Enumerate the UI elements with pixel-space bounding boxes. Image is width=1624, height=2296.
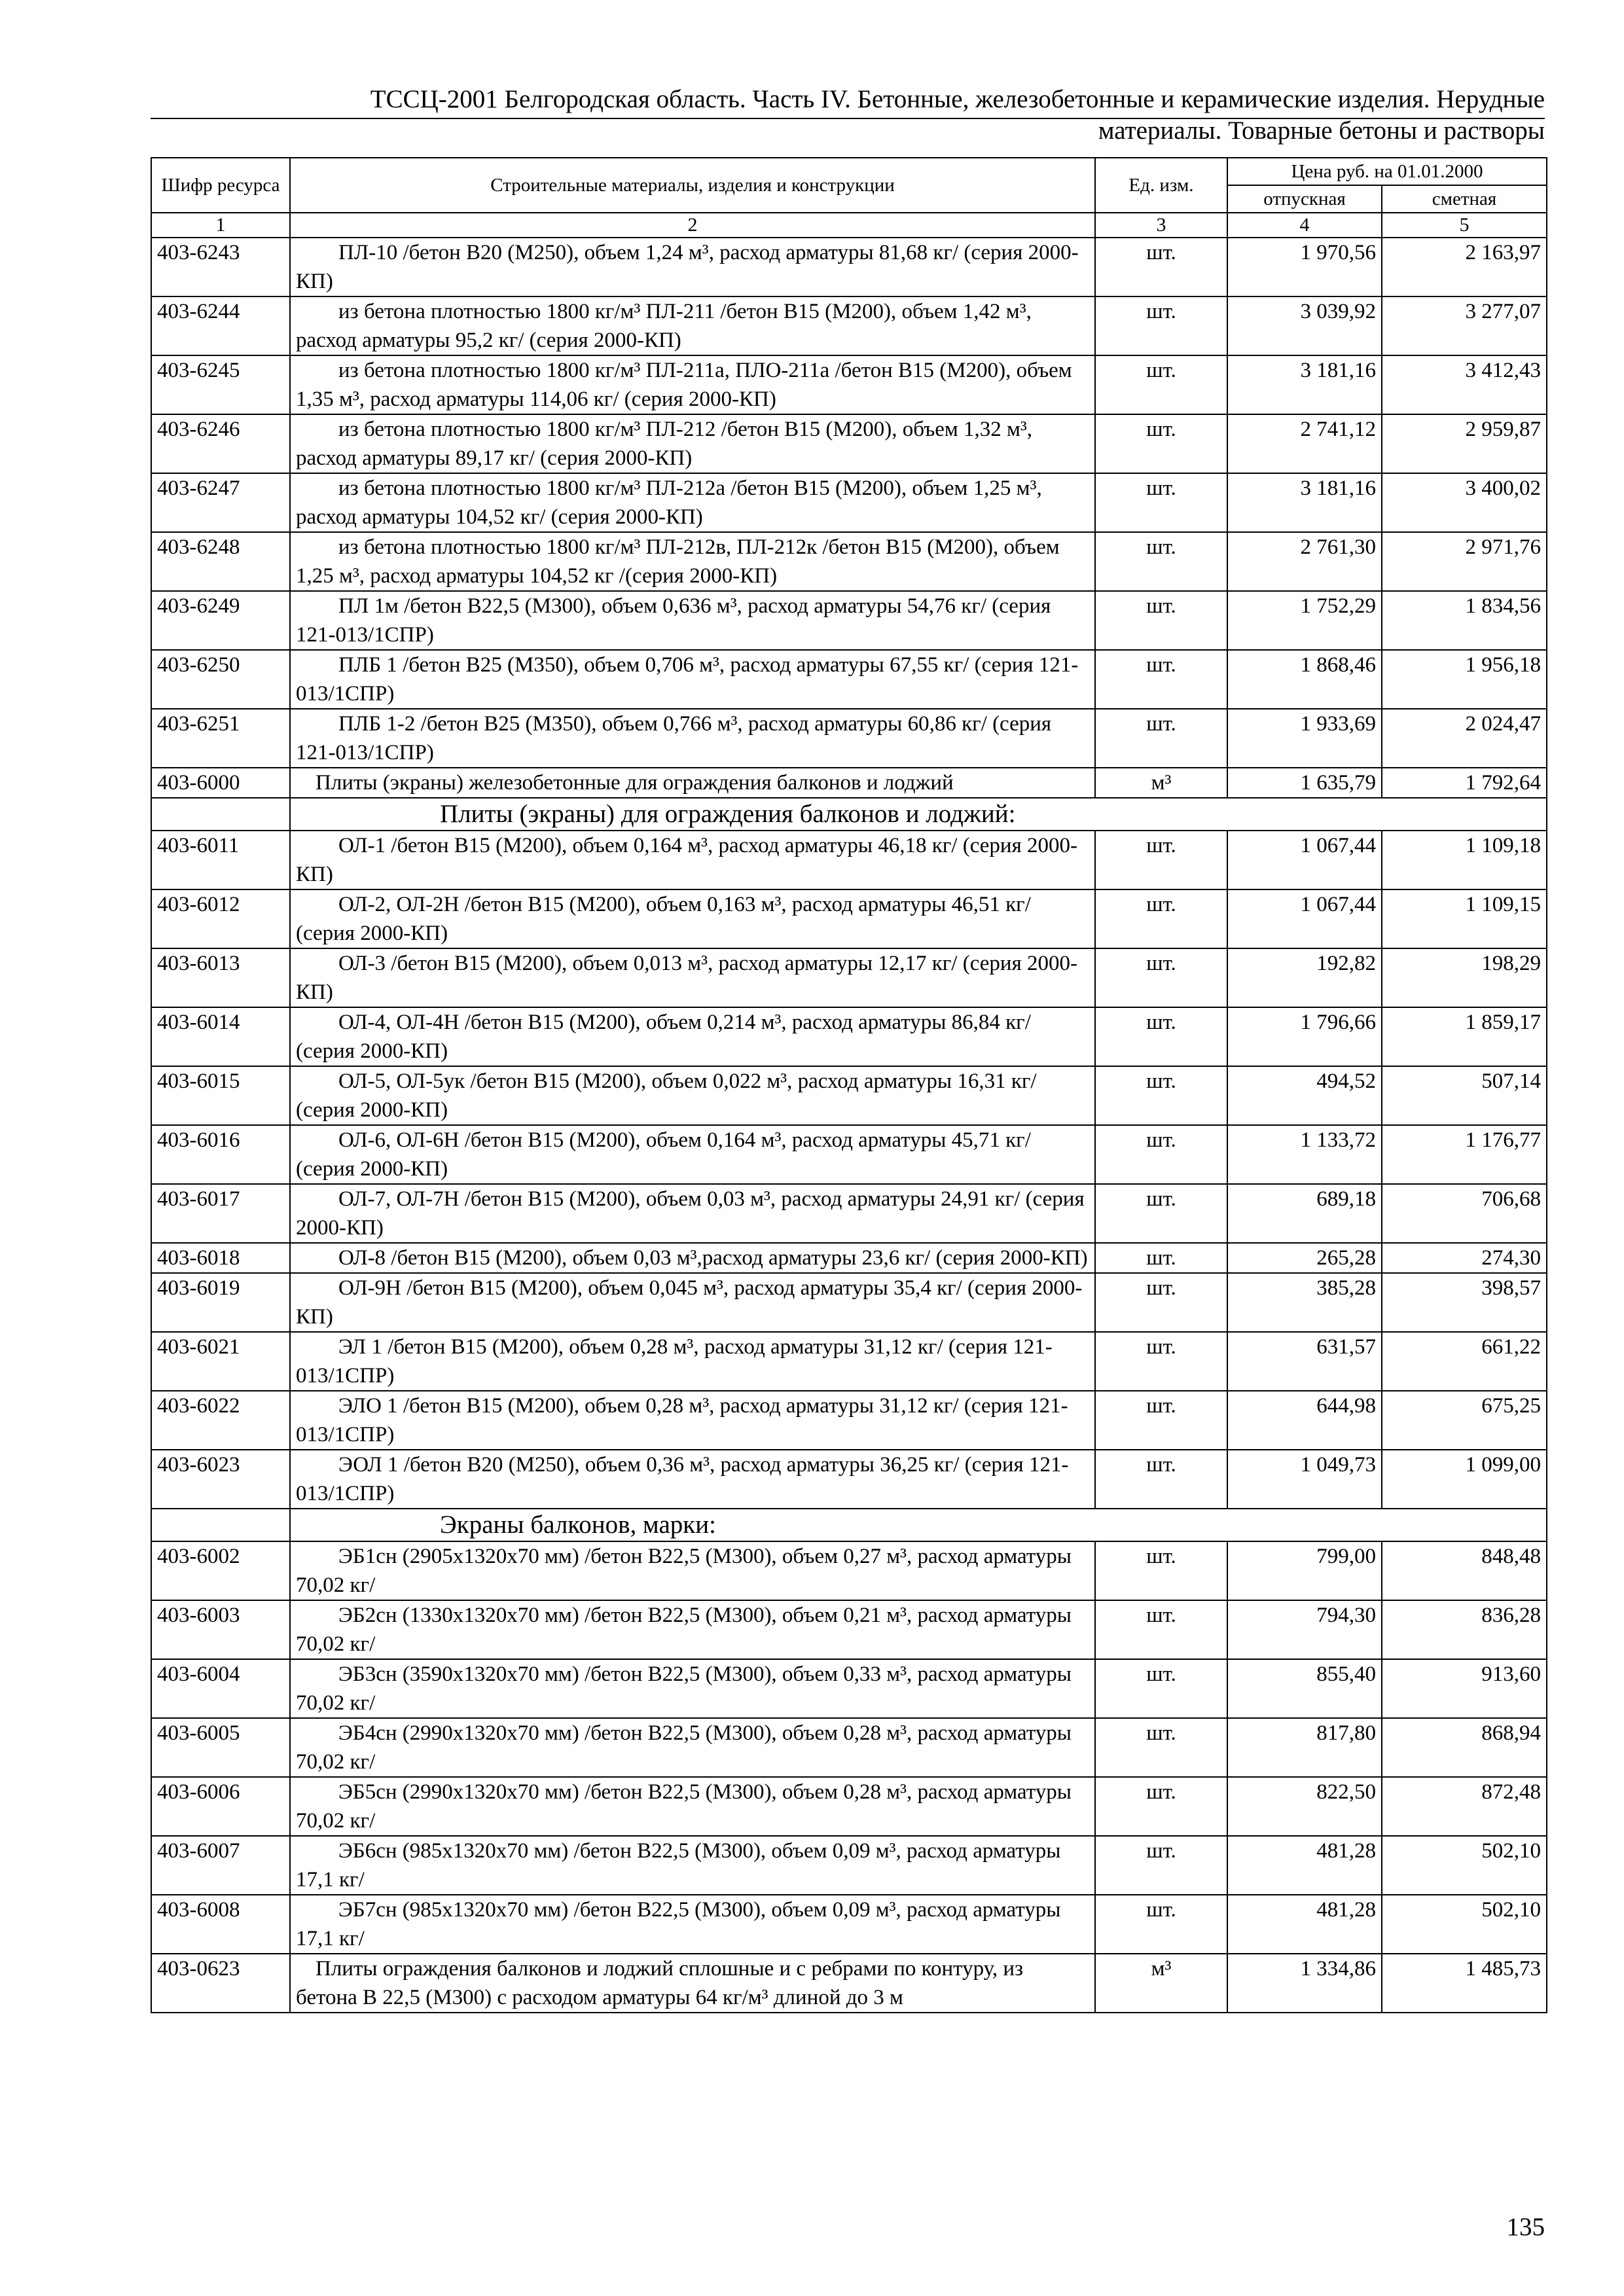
resource-description-text: ОЛ-2, ОЛ-2Н /бетон В15 (М200), объем 0,163 м³, расход арматуры 46,51 кг/ (серия 2000-КП) bbox=[296, 893, 1031, 945]
resource-description bbox=[290, 889, 1095, 948]
resource-description-text: из бетона плотностью 1800 кг/м³ ПЛ-212в, ПЛ-212к /бетон В15 (М200), объем 1,25 м³, расход арматуры 104,52 кг /(серия 2000-КП) bbox=[296, 535, 1060, 588]
estimate-price: 1 099,00 bbox=[1382, 1450, 1547, 1509]
release-price: 1 133,72 bbox=[1227, 1125, 1382, 1184]
release-price: 1 635,79 bbox=[1227, 768, 1382, 798]
table-row bbox=[151, 889, 1547, 948]
unit-of-measure: шт. bbox=[1095, 1836, 1227, 1895]
resource-description bbox=[290, 414, 1095, 473]
header-title-line1: ТССЦ-2001 Белгородская область. Часть IV. Бетонные, железобетонные и керамические изделия. Нерудные bbox=[370, 85, 1545, 113]
unit-of-measure: шт. bbox=[1095, 473, 1227, 532]
resource-code: 403-6013 bbox=[151, 948, 290, 1007]
resource-description bbox=[290, 1718, 1095, 1777]
resource-description-text: ЭБ7сн (985х1320х70 мм) /бетон В22,5 (М300), объем 0,09 м³, расход арматуры 17,1 кг/ bbox=[296, 1898, 1061, 1950]
release-price: 1 067,44 bbox=[1227, 889, 1382, 948]
column-number: 2 bbox=[290, 213, 1095, 238]
resource-description-text: ЭБ6сн (985х1320х70 мм) /бетон В22,5 (М300), объем 0,09 м³, расход арматуры 17,1 кг/ bbox=[296, 1839, 1061, 1892]
resource-code: 403-6021 bbox=[151, 1332, 290, 1391]
resource-code: 403-6247 bbox=[151, 473, 290, 532]
resource-description-text: из бетона плотностью 1800 кг/м³ ПЛ-212а /бетон В15 (М200), объем 1,25 м³, расход арматуры 104,52 кг/ (серия 2000-КП) bbox=[296, 476, 1042, 529]
table-row bbox=[151, 1450, 1547, 1509]
estimate-price: 913,60 bbox=[1382, 1659, 1547, 1718]
unit-of-measure: шт. bbox=[1095, 650, 1227, 709]
table-row bbox=[151, 831, 1547, 889]
estimate-price: 3 277,07 bbox=[1382, 296, 1547, 355]
table-row bbox=[151, 473, 1547, 532]
release-price: 2 741,12 bbox=[1227, 414, 1382, 473]
unit-of-measure: шт. bbox=[1095, 532, 1227, 591]
resource-code: 403-6002 bbox=[151, 1541, 290, 1600]
resource-description-text: ПЛБ 1-2 /бетон В25 (М350), объем 0,766 м³, расход арматуры 60,86 кг/ (серия 121-013/1СПР) bbox=[296, 712, 1052, 764]
unit-of-measure: шт. bbox=[1095, 831, 1227, 889]
release-price: 1 868,46 bbox=[1227, 650, 1382, 709]
estimate-price: 1 834,56 bbox=[1382, 591, 1547, 650]
table-row bbox=[151, 1391, 1547, 1450]
table-row bbox=[151, 1836, 1547, 1895]
resource-description bbox=[290, 1659, 1095, 1718]
release-price: 192,82 bbox=[1227, 948, 1382, 1007]
price-table bbox=[151, 157, 1547, 2013]
col-header-unit: Ед. изм. bbox=[1095, 158, 1227, 213]
estimate-price: 1 109,18 bbox=[1382, 831, 1547, 889]
table-row bbox=[151, 1125, 1547, 1184]
estimate-price: 872,48 bbox=[1382, 1777, 1547, 1836]
estimate-price: 2 959,87 bbox=[1382, 414, 1547, 473]
estimate-price: 198,29 bbox=[1382, 948, 1547, 1007]
resource-description-text: из бетона плотностью 1800 кг/м³ ПЛ-212 /бетон В15 (М200), объем 1,32 м³, расход арматуры 89,17 кг/ (серия 2000-КП) bbox=[296, 418, 1033, 470]
resource-description bbox=[290, 1125, 1095, 1184]
unit-of-measure: шт. bbox=[1095, 1600, 1227, 1659]
release-price: 822,50 bbox=[1227, 1777, 1382, 1836]
resource-code: 403-6022 bbox=[151, 1391, 290, 1450]
resource-description bbox=[290, 1777, 1095, 1836]
table-row bbox=[151, 768, 1547, 798]
release-price: 794,30 bbox=[1227, 1600, 1382, 1659]
release-price: 644,98 bbox=[1227, 1391, 1382, 1450]
col-header-name: Строительные материалы, изделия и конструкции bbox=[290, 158, 1095, 213]
unit-of-measure: шт. bbox=[1095, 1273, 1227, 1332]
resource-description-text: из бетона плотностью 1800 кг/м³ ПЛ-211 /бетон В15 (М200), объем 1,42 м³, расход арматуры 95,2 кг/ (серия 2000-КП) bbox=[296, 300, 1032, 352]
estimate-price: 2 163,97 bbox=[1382, 238, 1547, 296]
estimate-price: 848,48 bbox=[1382, 1541, 1547, 1600]
resource-code: 403-6243 bbox=[151, 238, 290, 296]
table-row bbox=[151, 1007, 1547, 1066]
table-header-row bbox=[151, 158, 1547, 185]
resource-description bbox=[290, 591, 1095, 650]
estimate-price: 706,68 bbox=[1382, 1184, 1547, 1243]
column-number-row bbox=[151, 213, 1547, 238]
unit-of-measure: шт. bbox=[1095, 1243, 1227, 1273]
estimate-price: 274,30 bbox=[1382, 1243, 1547, 1273]
resource-description-text: ОЛ-6, ОЛ-6Н /бетон В15 (М200), объем 0,164 м³, расход арматуры 45,71 кг/ (серия 2000-КП) bbox=[296, 1128, 1031, 1181]
resource-code: 403-6249 bbox=[151, 591, 290, 650]
table-row bbox=[151, 1066, 1547, 1125]
resource-description-text: ЭБ2сн (1330х1320х70 мм) /бетон В22,5 (М300), объем 0,21 м³, расход арматуры 70,02 кг/ bbox=[296, 1604, 1072, 1656]
unit-of-measure: шт. bbox=[1095, 1184, 1227, 1243]
resource-description-text: ОЛ-4, ОЛ-4Н /бетон В15 (М200), объем 0,214 м³, расход арматуры 86,84 кг/ (серия 2000-КП) bbox=[296, 1011, 1031, 1063]
estimate-price: 1 792,64 bbox=[1382, 768, 1547, 798]
section-row bbox=[151, 798, 1547, 831]
resource-description-text: ПЛ-10 /бетон В20 (М250), объем 1,24 м³, расход арматуры 81,68 кг/ (серия 2000-КП) bbox=[296, 241, 1079, 293]
resource-description bbox=[290, 1243, 1095, 1273]
estimate-price: 3 412,43 bbox=[1382, 355, 1547, 414]
estimate-price: 1 859,17 bbox=[1382, 1007, 1547, 1066]
resource-code: 403-6019 bbox=[151, 1273, 290, 1332]
unit-of-measure: шт. bbox=[1095, 414, 1227, 473]
table-row bbox=[151, 414, 1547, 473]
resource-description-text: ЭБ1сн (2905х1320х70 мм) /бетон В22,5 (М300), объем 0,27 м³, расход арматуры 70,02 кг/ bbox=[296, 1545, 1072, 1597]
release-price: 3 181,16 bbox=[1227, 355, 1382, 414]
release-price: 1 970,56 bbox=[1227, 238, 1382, 296]
table-row bbox=[151, 1777, 1547, 1836]
unit-of-measure: шт. bbox=[1095, 1125, 1227, 1184]
release-price: 817,80 bbox=[1227, 1718, 1382, 1777]
table-row bbox=[151, 1895, 1547, 1954]
table-row bbox=[151, 238, 1547, 296]
release-price: 1 334,86 bbox=[1227, 1954, 1382, 2013]
unit-of-measure: шт. bbox=[1095, 1332, 1227, 1391]
table-row bbox=[151, 1659, 1547, 1718]
resource-code: 403-6246 bbox=[151, 414, 290, 473]
unit-of-measure: шт. bbox=[1095, 1541, 1227, 1600]
unit-of-measure: м³ bbox=[1095, 768, 1227, 798]
resource-description bbox=[290, 1007, 1095, 1066]
table-row bbox=[151, 532, 1547, 591]
unit-of-measure: шт. bbox=[1095, 709, 1227, 768]
resource-description bbox=[290, 1391, 1095, 1450]
resource-description-text: ОЛ-7, ОЛ-7Н /бетон В15 (М200), объем 0,03 м³, расход арматуры 24,91 кг/ (серия 2000-КП) bbox=[296, 1187, 1085, 1240]
table-row bbox=[151, 1600, 1547, 1659]
resource-description-text: ОЛ-1 /бетон В15 (М200), объем 0,164 м³, расход арматуры 46,18 кг/ (серия 2000-КП) bbox=[296, 834, 1077, 886]
resource-code: 403-6248 bbox=[151, 532, 290, 591]
unit-of-measure: шт. bbox=[1095, 1659, 1227, 1718]
section-row bbox=[151, 1509, 1547, 1541]
release-price: 1 752,29 bbox=[1227, 591, 1382, 650]
resource-code: 403-0623 bbox=[151, 1954, 290, 2013]
release-price: 481,28 bbox=[1227, 1895, 1382, 1954]
resource-code: 403-6000 bbox=[151, 768, 290, 798]
resource-description-text: ОЛ-3 /бетон В15 (М200), объем 0,013 м³, расход арматуры 12,17 кг/ (серия 2000-КП) bbox=[296, 952, 1077, 1004]
resource-code: 403-6251 bbox=[151, 709, 290, 768]
release-price: 3 039,92 bbox=[1227, 296, 1382, 355]
resource-code: 403-6005 bbox=[151, 1718, 290, 1777]
table-row bbox=[151, 709, 1547, 768]
resource-description bbox=[290, 532, 1095, 591]
estimate-price: 2 024,47 bbox=[1382, 709, 1547, 768]
estimate-price: 398,57 bbox=[1382, 1273, 1547, 1332]
estimate-price: 502,10 bbox=[1382, 1895, 1547, 1954]
resource-description bbox=[290, 709, 1095, 768]
release-price: 1 067,44 bbox=[1227, 831, 1382, 889]
col-header-price-release: отпускная bbox=[1227, 185, 1382, 213]
table-row bbox=[151, 355, 1547, 414]
resource-description-text: ОЛ-5, ОЛ-5ук /бетон В15 (М200), объем 0,022 м³, расход арматуры 16,31 кг/ (серия 2000-КП) bbox=[296, 1069, 1037, 1122]
resource-code: 403-6244 bbox=[151, 296, 290, 355]
estimate-price: 836,28 bbox=[1382, 1600, 1547, 1659]
resource-code: 403-6015 bbox=[151, 1066, 290, 1125]
release-price: 855,40 bbox=[1227, 1659, 1382, 1718]
page-header bbox=[151, 84, 1545, 147]
resource-code: 403-6014 bbox=[151, 1007, 290, 1066]
release-price: 481,28 bbox=[1227, 1836, 1382, 1895]
release-price: 1 933,69 bbox=[1227, 709, 1382, 768]
section-heading: Плиты (экраны) для ограждения балконов и лоджий: bbox=[290, 798, 1547, 831]
unit-of-measure: шт. bbox=[1095, 1007, 1227, 1066]
table-row bbox=[151, 650, 1547, 709]
resource-description bbox=[290, 1895, 1095, 1954]
resource-description bbox=[290, 296, 1095, 355]
col-header-code: Шифр ресурса bbox=[151, 158, 290, 213]
table-row bbox=[151, 1718, 1547, 1777]
release-price: 494,52 bbox=[1227, 1066, 1382, 1125]
resource-description bbox=[290, 1836, 1095, 1895]
estimate-price: 502,10 bbox=[1382, 1836, 1547, 1895]
resource-description-text: ЭБ4сн (2990х1320х70 мм) /бетон В22,5 (М300), объем 0,28 м³, расход арматуры 70,02 кг/ bbox=[296, 1721, 1072, 1774]
table-row bbox=[151, 591, 1547, 650]
resource-code: 403-6007 bbox=[151, 1836, 290, 1895]
resource-description bbox=[290, 473, 1095, 532]
resource-description bbox=[290, 1541, 1095, 1600]
estimate-price: 868,94 bbox=[1382, 1718, 1547, 1777]
table-row bbox=[151, 296, 1547, 355]
unit-of-measure: шт. bbox=[1095, 948, 1227, 1007]
column-number: 5 bbox=[1382, 213, 1547, 238]
unit-of-measure: шт. bbox=[1095, 1066, 1227, 1125]
resource-description-text: Плиты ограждения балконов и лоджий сплошные и с ребрами по контуру, из бетона В 22,5 (М300) с расходом арматуры 64 кг/м³ длиной до 3 м bbox=[296, 1957, 1024, 2009]
col-header-price-estimate: сметная bbox=[1382, 185, 1547, 213]
resource-description bbox=[290, 1600, 1095, 1659]
table-row bbox=[151, 1541, 1547, 1600]
resource-description-text: ЭОЛ 1 /бетон В20 (М250), объем 0,36 м³, расход арматуры 36,25 кг/ (серия 121-013/1СПР) bbox=[296, 1453, 1069, 1505]
resource-description bbox=[290, 768, 1095, 798]
release-price: 689,18 bbox=[1227, 1184, 1382, 1243]
resource-code: 403-6004 bbox=[151, 1659, 290, 1718]
unit-of-measure: шт. bbox=[1095, 1895, 1227, 1954]
release-price: 1 796,66 bbox=[1227, 1007, 1382, 1066]
resource-description bbox=[290, 831, 1095, 889]
resource-description-text: ЭЛ 1 /бетон В15 (М200), объем 0,28 м³, расход арматуры 31,12 кг/ (серия 121-013/1СПР) bbox=[296, 1335, 1053, 1388]
unit-of-measure: шт. bbox=[1095, 889, 1227, 948]
header-rule bbox=[151, 118, 1545, 119]
column-number: 3 bbox=[1095, 213, 1227, 238]
column-number: 1 bbox=[151, 213, 290, 238]
unit-of-measure: шт. bbox=[1095, 296, 1227, 355]
unit-of-measure: шт. bbox=[1095, 1718, 1227, 1777]
resource-description-text: ПЛБ 1 /бетон В25 (М350), объем 0,706 м³, расход арматуры 67,55 кг/ (серия 121-013/1СПР) bbox=[296, 653, 1079, 706]
resource-description bbox=[290, 1332, 1095, 1391]
resource-description-text: Плиты (экраны) железобетонные для ограждения балконов и лоджий bbox=[316, 771, 954, 795]
resource-code: 403-6018 bbox=[151, 1243, 290, 1273]
resource-code: 403-6008 bbox=[151, 1895, 290, 1954]
release-price: 799,00 bbox=[1227, 1541, 1382, 1600]
table-row bbox=[151, 1332, 1547, 1391]
page-number: 135 bbox=[1506, 2213, 1545, 2241]
resource-code: 403-6016 bbox=[151, 1125, 290, 1184]
resource-description-text: ОЛ-8 /бетон В15 (М200), объем 0,03 м³,расход арматуры 23,6 кг/ (серия 2000-КП) bbox=[338, 1246, 1088, 1270]
release-price: 3 181,16 bbox=[1227, 473, 1382, 532]
unit-of-measure: шт. bbox=[1095, 591, 1227, 650]
resource-code: 403-6250 bbox=[151, 650, 290, 709]
release-price: 385,28 bbox=[1227, 1273, 1382, 1332]
resource-code: 403-6012 bbox=[151, 889, 290, 948]
estimate-price: 2 971,76 bbox=[1382, 532, 1547, 591]
estimate-price: 1 485,73 bbox=[1382, 1954, 1547, 2013]
resource-description-text: ОЛ-9Н /бетон В15 (М200), объем 0,045 м³, расход арматуры 35,4 кг/ (серия 2000-КП) bbox=[296, 1276, 1083, 1329]
unit-of-measure: шт. bbox=[1095, 238, 1227, 296]
table-row bbox=[151, 1184, 1547, 1243]
table-row bbox=[151, 1954, 1547, 2013]
resource-code: 403-6023 bbox=[151, 1450, 290, 1509]
resource-code: 403-6011 bbox=[151, 831, 290, 889]
column-number: 4 bbox=[1227, 213, 1382, 238]
estimate-price: 1 176,77 bbox=[1382, 1125, 1547, 1184]
resource-description-text: ЭБ5сн (2990х1320х70 мм) /бетон В22,5 (М300), объем 0,28 м³, расход арматуры 70,02 кг/ bbox=[296, 1780, 1072, 1833]
resource-description bbox=[290, 1954, 1095, 2013]
estimate-price: 1 956,18 bbox=[1382, 650, 1547, 709]
resource-description-text: из бетона плотностью 1800 кг/м³ ПЛ-211а, ПЛО-211а /бетон В15 (М200), объем 1,35 м³, расход арматуры 114,06 кг/ (серия 2000-КП) bbox=[296, 359, 1072, 411]
release-price: 2 761,30 bbox=[1227, 532, 1382, 591]
resource-description bbox=[290, 948, 1095, 1007]
resource-description-text: ЭБ3сн (3590х1320х70 мм) /бетон В22,5 (М300), объем 0,33 м³, расход арматуры 70,02 кг/ bbox=[296, 1662, 1072, 1715]
resource-description-text: ПЛ 1м /бетон В22,5 (М300), объем 0,636 м³, расход арматуры 54,76 кг/ (серия 121-013/1СПР) bbox=[296, 594, 1051, 647]
estimate-price: 661,22 bbox=[1382, 1332, 1547, 1391]
resource-description bbox=[290, 1450, 1095, 1509]
section-code-cell bbox=[151, 798, 290, 831]
release-price: 265,28 bbox=[1227, 1243, 1382, 1273]
resource-code: 403-6006 bbox=[151, 1777, 290, 1836]
estimate-price: 3 400,02 bbox=[1382, 473, 1547, 532]
estimate-price: 1 109,15 bbox=[1382, 889, 1547, 948]
resource-description bbox=[290, 238, 1095, 296]
resource-description bbox=[290, 1066, 1095, 1125]
estimate-price: 675,25 bbox=[1382, 1391, 1547, 1450]
resource-code: 403-6003 bbox=[151, 1600, 290, 1659]
unit-of-measure: шт. bbox=[1095, 1391, 1227, 1450]
estimate-price: 507,14 bbox=[1382, 1066, 1547, 1125]
release-price: 1 049,73 bbox=[1227, 1450, 1382, 1509]
resource-description-text: ЭЛО 1 /бетон В15 (М200), объем 0,28 м³, расход арматуры 31,12 кг/ (серия 121-013/1СПР) bbox=[296, 1394, 1068, 1446]
resource-description bbox=[290, 650, 1095, 709]
unit-of-measure: шт. bbox=[1095, 355, 1227, 414]
resource-code: 403-6245 bbox=[151, 355, 290, 414]
resource-description bbox=[290, 1184, 1095, 1243]
unit-of-measure: м³ bbox=[1095, 1954, 1227, 2013]
table-row bbox=[151, 1243, 1547, 1273]
resource-description bbox=[290, 355, 1095, 414]
unit-of-measure: шт. bbox=[1095, 1777, 1227, 1836]
section-code-cell bbox=[151, 1509, 290, 1541]
table-body bbox=[151, 213, 1547, 2013]
table-row bbox=[151, 948, 1547, 1007]
col-header-price-group: Цена руб. на 01.01.2000 bbox=[1227, 158, 1547, 185]
resource-description bbox=[290, 1273, 1095, 1332]
table-row bbox=[151, 1273, 1547, 1332]
header-title-line2: материалы. Товарные бетоны и растворы bbox=[1098, 117, 1545, 145]
section-heading: Экраны балконов, марки: bbox=[290, 1509, 1547, 1541]
unit-of-measure: шт. bbox=[1095, 1450, 1227, 1509]
resource-code: 403-6017 bbox=[151, 1184, 290, 1243]
release-price: 631,57 bbox=[1227, 1332, 1382, 1391]
